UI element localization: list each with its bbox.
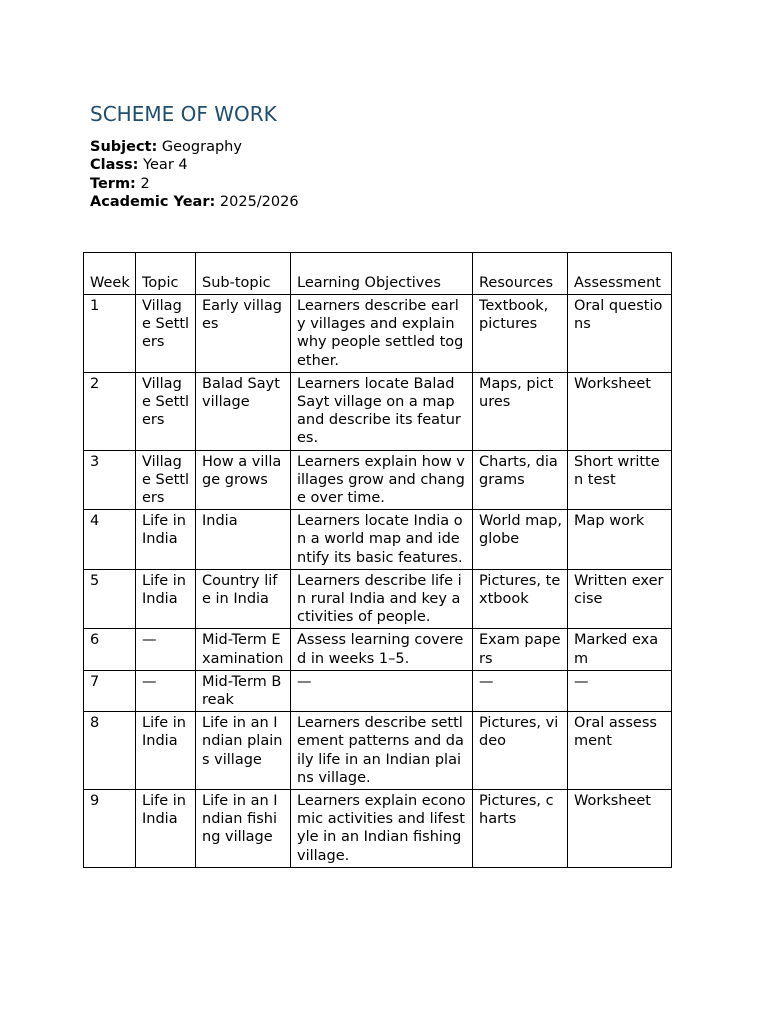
table-row [84,510,672,570]
cell-week: 4 [84,510,136,570]
header-sub-topic: Sub-topic [196,253,291,295]
meta-subject-label: Subject: [90,139,158,155]
cell-topic: — [136,670,196,711]
meta-term-value: 2 [140,175,150,192]
cell-week: 5 [84,569,136,629]
cell-week: 3 [84,450,136,510]
cell-sub-topic: Life in an Indian fishing village [196,790,291,868]
table-body [84,295,672,868]
table-row [84,790,672,868]
cell-resources: Pictures, textbook [473,569,568,629]
cell-topic: Village Settlers [136,295,196,373]
cell-sub-topic: Country life in India [196,569,291,629]
cell-topic: — [136,629,196,670]
header-week: Week [84,253,136,295]
cell-week: 7 [84,670,136,711]
cell-sub-topic: Mid-Term Break [196,670,291,711]
cell-week: 2 [84,372,136,450]
cell-week: 9 [84,790,136,868]
cell-learning-objectives: — [291,670,473,711]
header-topic: Topic [136,253,196,295]
document-meta [90,138,299,211]
table-row [84,670,672,711]
cell-sub-topic: Mid-Term Examination [196,629,291,670]
cell-resources: Maps, pictures [473,372,568,450]
table-header-row [84,253,672,295]
header-resources: Resources [473,253,568,295]
cell-assessment: Map work [568,510,672,570]
cell-week: 8 [84,712,136,790]
table-row [84,569,672,629]
cell-sub-topic: How a village grows [196,450,291,510]
cell-resources: Pictures, video [473,712,568,790]
table-row [84,712,672,790]
cell-resources: Pictures, charts [473,790,568,868]
cell-resources: Textbook, pictures [473,295,568,373]
meta-term-label: Term: [90,175,136,192]
meta-academic-year-value: 2025/2026 [219,193,299,210]
cell-sub-topic: Life in an Indian plains village [196,712,291,790]
meta-class [90,156,299,174]
cell-assessment: — [568,670,672,711]
cell-week: 6 [84,629,136,670]
cell-learning-objectives: Assess learning covered in weeks 1–5. [291,629,473,670]
cell-resources: Exam papers [473,629,568,670]
cell-topic: Life in India [136,569,196,629]
meta-term [90,175,299,193]
meta-class-value: Year 4 [143,157,188,174]
cell-sub-topic: Balad Sayt village [196,372,291,450]
cell-assessment: Marked exam [568,629,672,670]
cell-topic: Life in India [136,712,196,790]
cell-sub-topic: Early villages [196,295,291,373]
cell-learning-objectives: Learners locate Balad Sayt village on a map and describe its features. [291,372,473,450]
cell-assessment: Oral questions [568,295,672,373]
header-learning-objectives: Learning Objectives [291,253,473,295]
header-assessment: Assessment [568,253,672,295]
table-row [84,629,672,670]
cell-learning-objectives: Learners describe settlement patterns and daily life in an Indian plains village. [291,712,473,790]
table-row [84,372,672,450]
table-row [84,450,672,510]
cell-learning-objectives: Learners describe life in rural India and key activities of people. [291,569,473,629]
page-title: SCHEME OF WORK [90,102,277,126]
cell-assessment: Worksheet [568,372,672,450]
cell-assessment: Worksheet [568,790,672,868]
cell-learning-objectives: Learners locate India on a world map and identify its basic features. [291,510,473,570]
cell-topic: Life in India [136,790,196,868]
cell-topic: Life in India [136,510,196,570]
scheme-of-work-table [83,252,672,868]
cell-assessment: Oral assessment [568,712,672,790]
cell-assessment: Short written test [568,450,672,510]
cell-resources: World map, globe [473,510,568,570]
cell-learning-objectives: Learners explain how villages grow and change over time. [291,450,473,510]
meta-academic-year [90,193,299,211]
cell-topic: Village Settlers [136,450,196,510]
meta-class-label: Class: [90,157,139,174]
meta-subject-value: Geography [161,139,242,155]
meta-academic-year-label: Academic Year: [90,193,216,210]
cell-sub-topic: India [196,510,291,570]
cell-learning-objectives: Learners explain economic activities and lifestyle in an Indian fishing village. [291,790,473,868]
meta-subject [90,138,299,156]
cell-resources: — [473,670,568,711]
cell-topic: Village Settlers [136,372,196,450]
cell-resources: Charts, diagrams [473,450,568,510]
cell-learning-objectives: Learners describe early villages and explain why people settled together. [291,295,473,373]
table-row [84,295,672,373]
cell-week: 1 [84,295,136,373]
cell-assessment: Written exercise [568,569,672,629]
